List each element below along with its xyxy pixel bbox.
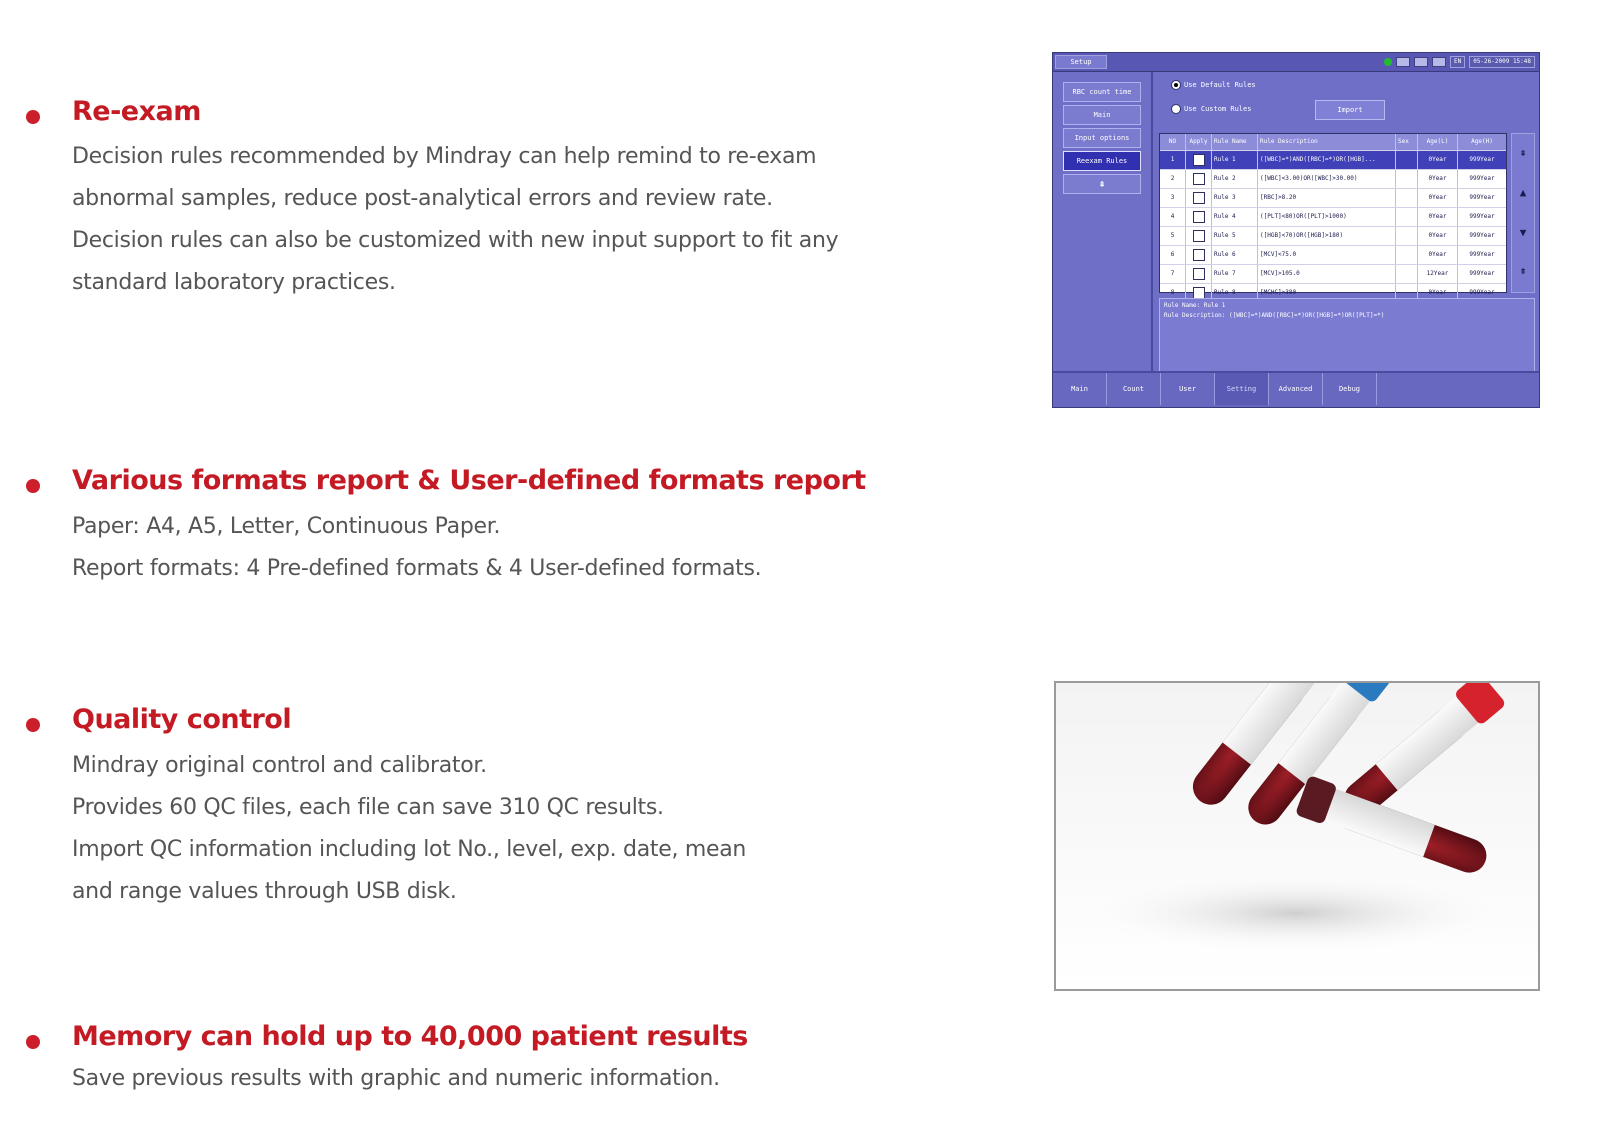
rules-table [1159, 133, 1507, 296]
table-row[interactable] [1160, 207, 1506, 226]
rule-detail-panel [1159, 298, 1535, 372]
cell-age-low: 0Year [1418, 246, 1458, 264]
cell-apply [1186, 151, 1212, 169]
cell-name: Rule 2 [1212, 170, 1258, 188]
cell-sex [1396, 265, 1418, 283]
cell-name: Rule 1 [1212, 151, 1258, 169]
cell-no: 5 [1160, 227, 1186, 245]
page-up-icon[interactable]: ⇞ [1063, 174, 1141, 194]
cell-age-low: 0Year [1418, 284, 1458, 302]
radio-label: Use Custom Rules [1184, 105, 1252, 113]
tab-setup[interactable]: Setup [1055, 55, 1107, 69]
cell-description: [RBC]>8.20 [1258, 189, 1396, 207]
apply-checkbox[interactable] [1193, 192, 1205, 204]
analyzer-screenshot [1052, 52, 1540, 408]
radio-default-rules[interactable] [1171, 80, 1256, 90]
import-button[interactable]: Import [1315, 100, 1385, 120]
cell-age-low: 0Year [1418, 189, 1458, 207]
cell-age-high: 999Year [1469, 156, 1495, 163]
col-rule-name: Rule Name [1212, 134, 1258, 150]
body-line: Mindray original control and calibrator. [72, 753, 487, 778]
rule-detail-name: Rule Name: Rule 1 [1164, 302, 1226, 309]
screenshot-bottom-tabs [1053, 371, 1539, 407]
tab-user[interactable]: User [1161, 373, 1215, 405]
radio-custom-rules[interactable] [1171, 104, 1251, 114]
cell-age-low: 0Year [1418, 170, 1458, 188]
control-tubes-photo [1054, 681, 1540, 991]
cell-sex [1396, 170, 1418, 188]
table-row[interactable] [1160, 226, 1506, 245]
cell-no: 7 [1160, 265, 1186, 283]
bullet-icon [26, 479, 40, 493]
table-scrollbar[interactable] [1511, 133, 1535, 293]
cell-name: Rule 7 [1212, 265, 1258, 283]
status-light-icon [1384, 58, 1392, 66]
radio-unselected-icon[interactable] [1171, 104, 1181, 114]
cell-apply [1186, 208, 1212, 226]
cell-apply [1186, 170, 1212, 188]
tab-advanced[interactable]: Advanced [1269, 373, 1323, 405]
apply-checkbox[interactable] [1193, 268, 1205, 280]
table-header [1160, 134, 1506, 150]
cell-age-high: 999Year [1469, 289, 1495, 296]
apply-checkbox[interactable] [1193, 230, 1205, 242]
body-line: and range values through USB disk. [72, 879, 457, 904]
section-heading: Quality control [72, 704, 292, 735]
radio-label: Use Default Rules [1184, 81, 1256, 89]
cell-age-low: 0Year [1418, 227, 1458, 245]
cell-no: 1 [1160, 151, 1186, 169]
table-row[interactable] [1160, 150, 1506, 169]
cell-age-high: 999Year [1469, 270, 1495, 277]
apply-checkbox[interactable] [1193, 173, 1205, 185]
cell-description: ([PLT]<80)OR([PLT]>1000) [1258, 208, 1396, 226]
cell-name: Rule 3 [1212, 189, 1258, 207]
cell-apply [1186, 227, 1212, 245]
section-heading: Re-exam [72, 96, 201, 127]
scroll-up-icon[interactable]: ▲ [1519, 186, 1527, 199]
language-badge: EN [1450, 56, 1465, 68]
bullet-icon [26, 1035, 40, 1049]
menu-reexam-rules[interactable]: Reexam Rules [1063, 151, 1141, 171]
cell-age-high: 999Year [1469, 175, 1495, 182]
cell-sex [1396, 208, 1418, 226]
cell-sex [1396, 189, 1418, 207]
tab-setting[interactable]: Setting [1215, 373, 1269, 405]
cell-no: 3 [1160, 189, 1186, 207]
body-line: Provides 60 QC files, each file can save 310 QC results. [72, 795, 664, 820]
apply-checkbox[interactable] [1193, 249, 1205, 261]
body-line: Import QC information including lot No., level, exp. date, mean [72, 837, 747, 862]
status-area [1384, 56, 1535, 68]
tab-debug[interactable]: Debug [1323, 373, 1377, 405]
tab-count[interactable]: Count [1107, 373, 1161, 405]
page-down-icon[interactable]: ⇟ [1519, 264, 1527, 277]
body-line: Save previous results with graphic and numeric information. [72, 1066, 720, 1091]
cell-age-high: 999Year [1469, 213, 1495, 220]
cell-no: 6 [1160, 246, 1186, 264]
screenshot-top-bar [1053, 53, 1539, 72]
scroll-down-icon[interactable]: ▼ [1519, 226, 1527, 239]
body-line: Decision rules can also be customized with new input support to fit any [72, 228, 839, 253]
menu-rbc-count-time[interactable]: RBC count time [1063, 82, 1141, 102]
cell-description: [MCHC]>380 [1258, 284, 1396, 302]
screenshot-left-menu [1053, 72, 1153, 378]
col-age-high: Age(H) [1471, 138, 1493, 145]
cell-apply [1186, 246, 1212, 264]
cell-description: [MCV]<75.0 [1258, 246, 1396, 264]
cell-description: ([WBC]<3.00)OR([WBC]>30.00) [1258, 170, 1396, 188]
cell-name: Rule 8 [1212, 284, 1258, 302]
cell-age-high: 999Year [1469, 251, 1495, 258]
datetime-display: 05-26-2009 15:48 [1469, 56, 1535, 68]
cell-age-high: 999Year [1469, 194, 1495, 201]
printer-icon [1396, 57, 1410, 67]
menu-main[interactable]: Main [1063, 105, 1141, 125]
cell-sex [1396, 151, 1418, 169]
page-up-icon[interactable]: ⇞ [1519, 146, 1527, 159]
cell-age-high: 999Year [1469, 232, 1495, 239]
menu-input-options[interactable]: Input options [1063, 128, 1141, 148]
cell-sex [1396, 227, 1418, 245]
body-line: standard laboratory practices. [72, 270, 396, 295]
section-heading: Various formats report & User-defined formats report [72, 465, 866, 496]
cell-apply [1186, 189, 1212, 207]
bullet-icon [26, 110, 40, 124]
cell-description: ([HGB]<70)OR([HGB]>180) [1258, 227, 1396, 245]
cell-no: 4 [1160, 208, 1186, 226]
cell-age-low: 0Year [1418, 208, 1458, 226]
apply-checkbox[interactable] [1193, 211, 1205, 223]
col-apply: Apply [1186, 134, 1212, 150]
cell-name: Rule 6 [1212, 246, 1258, 264]
tube-shadow [1076, 873, 1516, 953]
table-row[interactable] [1160, 245, 1506, 264]
apply-checkbox[interactable] [1193, 154, 1205, 166]
cell-age-low: 12Year [1418, 265, 1458, 283]
blood-tubes-illustration [1056, 683, 1538, 989]
body-line: Decision rules recommended by Mindray can help remind to re-exam [72, 144, 817, 169]
body-line: Report formats: 4 Pre-defined formats & 4 User-defined formats. [72, 556, 762, 581]
cell-no: 2 [1160, 170, 1186, 188]
table-row[interactable] [1160, 169, 1506, 188]
bullet-icon [26, 718, 40, 732]
col-age-low: Age(L) [1418, 134, 1458, 150]
keyboard-icon [1432, 57, 1446, 67]
section-heading: Memory can hold up to 40,000 patient results [72, 1021, 748, 1052]
col-no: NO [1160, 134, 1186, 150]
col-sex: Sex [1396, 134, 1418, 150]
cell-age-low: 0Year [1418, 151, 1458, 169]
cell-sex [1396, 246, 1418, 264]
body-line: Paper: A4, A5, Letter, Continuous Paper. [72, 514, 501, 539]
table-row[interactable] [1160, 188, 1506, 207]
tab-main[interactable]: Main [1053, 373, 1107, 405]
apply-checkbox[interactable] [1193, 287, 1205, 299]
cell-no: 8 [1160, 284, 1186, 302]
col-rule-description: Rule Description [1258, 134, 1396, 150]
radio-selected-icon[interactable] [1171, 80, 1181, 90]
cell-description: ([WBC]=*)AND([RBC]=*)OR([HGB]... [1258, 151, 1396, 169]
rule-detail-description: Rule Description: ([WBC]=*)AND([RBC]=*)OR([HGB]=*)OR([PLT]=*) [1164, 312, 1385, 319]
cell-apply [1186, 265, 1212, 283]
cell-name: Rule 4 [1212, 208, 1258, 226]
table-row[interactable] [1160, 264, 1506, 283]
cell-description: [MCV]>105.0 [1258, 265, 1396, 283]
body-line: abnormal samples, reduce post-analytical errors and review rate. [72, 186, 773, 211]
cell-name: Rule 5 [1212, 227, 1258, 245]
network-icon [1414, 57, 1428, 67]
